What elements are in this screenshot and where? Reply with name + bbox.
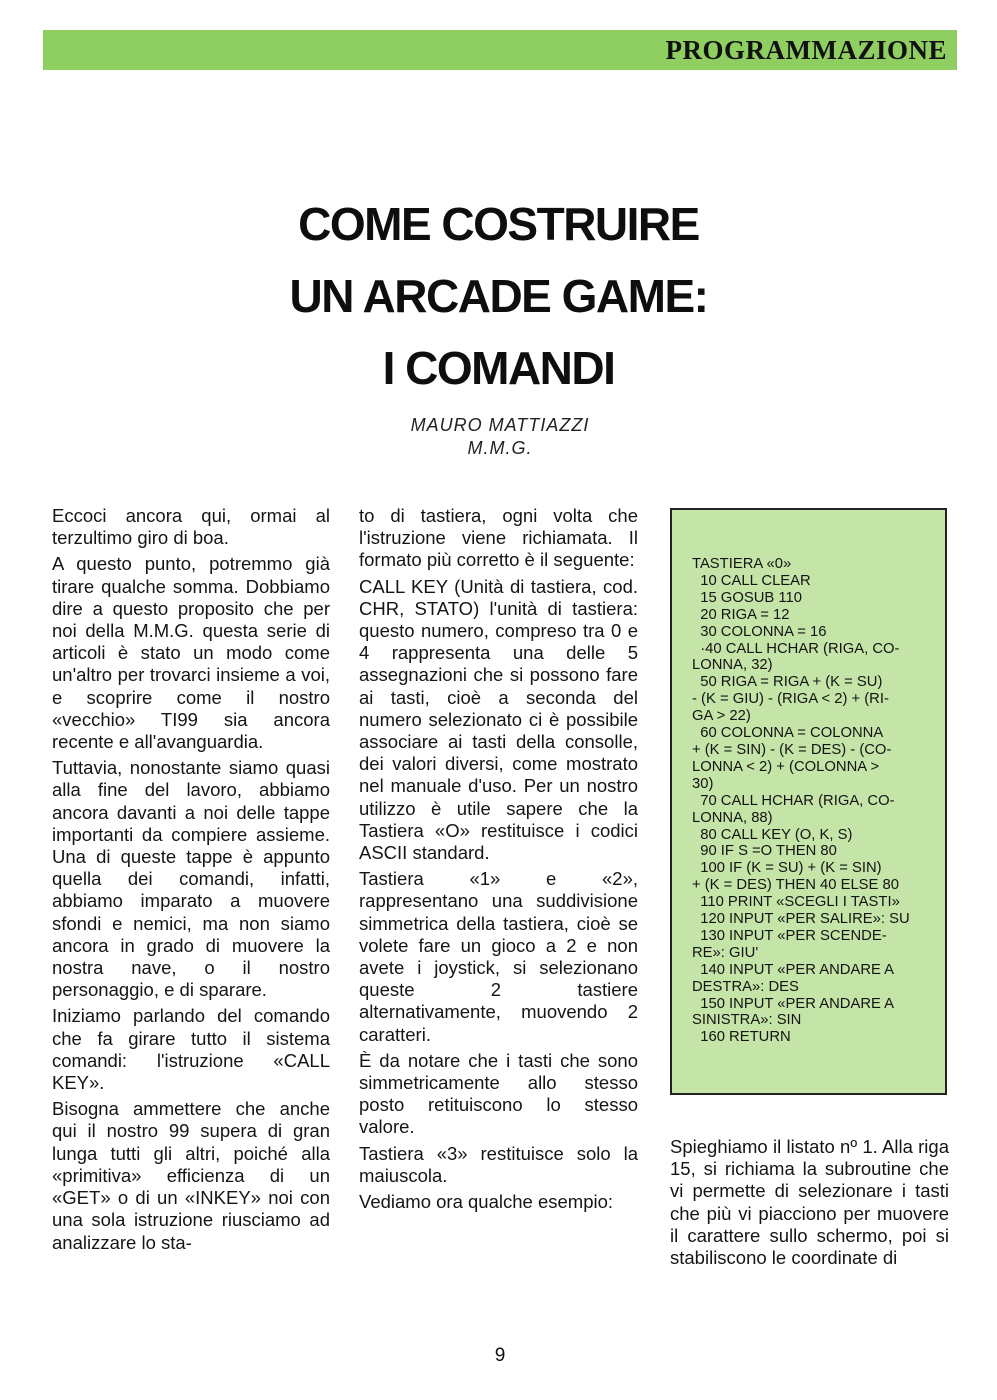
code-line: 30 COLONNA = 16 <box>692 623 827 640</box>
code-line: RE»: GIU' <box>692 944 759 961</box>
paragraph: Tastiera «3» restituisce solo la maiuscola. <box>359 1142 638 1186</box>
byline <box>320 414 680 460</box>
code-line: 110 PRINT «SCEGLI I TASTI» <box>692 894 900 911</box>
code-line: LONNA, 88) <box>692 809 773 826</box>
code-line: 60 COLONNA = COLONNA <box>692 725 884 742</box>
paragraph: Bisogna ammettere che anche qui il nostro 99 supera di gran lunga tutti gli altri, poiché alla «primitiva» efficienza di un «GET» o di un «INKEY» noi con una sola istruzione riusciamo ad analizzare lo sta- <box>52 1098 330 1253</box>
code-line: 15 GOSUB 110 <box>692 589 802 606</box>
text-column-3 <box>670 1136 949 1273</box>
code-line: - (K = GIU) - (RIGA < 2) + (RI- <box>692 691 889 708</box>
code-line: LONNA < 2) + (COLONNA > <box>692 758 880 775</box>
author-name: MAURO MATTIAZZI <box>410 415 590 435</box>
code-line: 30) <box>692 775 714 792</box>
section-label: PROGRAMMAZIONE <box>665 35 947 65</box>
code-line: ·40 CALL HCHAR (RIGA, CO- <box>692 640 900 657</box>
article-title <box>0 188 997 404</box>
code-line: TASTIERA «0» <box>692 556 792 572</box>
paragraph: Iniziamo parlando del comando che fa girare tutto il sistema comandi: l'istruzione «CALL KEY». <box>52 1005 330 1094</box>
title-line: I COMANDI <box>382 342 615 394</box>
paragraph: Eccoci ancora qui, ormai al terzultimo giro di boa. <box>52 505 330 549</box>
section-header-bar <box>43 30 957 70</box>
title-line: COME COSTRUIRE <box>298 198 699 250</box>
author-affiliation: M.M.G. <box>467 438 533 458</box>
text-column-2 <box>359 505 638 1217</box>
code-line: 70 CALL HCHAR (RIGA, CO- <box>692 792 895 809</box>
code-line: LONNA, 32) <box>692 657 773 674</box>
code-line: 20 RIGA = 12 <box>692 606 790 623</box>
paragraph: CALL KEY (Unità di tastiera, cod. CHR, STATO) l'unità di tastiera: questo numero, compreso tra 0 e 4 rappresenta una delle 5 assegnazioni che si possono fare ai tasti, cioè a seconda del numero selezionato ci è possibile associare ai tasti della consolle, dei valori diversi, come mostrato nel manuale d'uso. Per un nostro utilizzo è utile sapere che la Tastiera «O» restituisce i codici ASCII standard. <box>359 575 638 864</box>
code-line: 100 IF (K = SU) + (K = SIN) <box>692 860 882 877</box>
text-column-1 <box>52 505 330 1258</box>
paragraph: A questo punto, potremmo già tirare qualche somma. Dobbiamo dire a questo proposito che per noi della M.M.G. questa serie di articoli è stato un modo come un'altro per trovarci insieme a voi, e scoprire come il nostro «vecchio» TI99 sia ancora recente e all'avanguardia. <box>52 553 330 753</box>
code-line: 50 RIGA = RIGA + (K = SU) <box>692 674 883 691</box>
code-line: 90 IF S =O THEN 80 <box>692 843 837 860</box>
title-line: UN ARCADE GAME: <box>289 270 708 322</box>
code-line: SINISTRA»: SIN <box>692 1012 802 1029</box>
code-line: + (K = SIN) - (K = DES) - (CO- <box>692 741 892 758</box>
paragraph: Spieghiamo il listato nº 1. Alla riga 15, si richiama la subroutine che vi permette di selezionare i tasti che più vi piacciono per muovere il carattere sullo schermo, poi si stabiliscono le coordinate di <box>670 1136 949 1269</box>
code-listing-box <box>670 508 947 1095</box>
paragraph: Tastiera «1» e «2», rappresentano una suddivisione simmetrica della tastiera, cioè se volete fare un gioco a 2 e non avete i joystick, si selezionano queste 2 tastiere alternativamente, muovendo 2 caratteri. <box>359 868 638 1045</box>
code-line: 80 CALL KEY (O, K, S) <box>692 826 853 843</box>
paragraph: to di tastiera, ogni volta che l'istruzione viene richiamata. Il formato più corretto è il seguente: <box>359 505 638 571</box>
code-line: + (K = DES) THEN 40 ELSE 80 <box>692 877 899 894</box>
code-line: 120 INPUT «PER SALIRE»: SU <box>692 911 910 928</box>
code-line: 10 CALL CLEAR <box>692 572 811 589</box>
paragraph: Vediamo ora qualche esempio: <box>359 1191 614 1213</box>
code-line: GA > 22) <box>692 708 751 725</box>
code-line: 150 INPUT «PER ANDARE A <box>692 995 895 1012</box>
paragraph: È da notare che i tasti che sono simmetricamente allo stesso posto retituiscono lo stesso valore. <box>359 1049 638 1138</box>
page-number: 9 <box>494 1345 506 1366</box>
code-line: 160 RETURN <box>692 1029 791 1046</box>
code-line: 140 INPUT «PER ANDARE A <box>692 961 895 978</box>
paragraph: Tuttavia, nonostante siamo quasi alla fine del lavoro, abbiamo ancora davanti a noi delle tappe importanti da compiere assieme. Una di queste tappe è appunto quella dei comandi, infatti, abbiamo imparato a muovere sfondi e nemici, ma non siamo ancora in grado di muovere la nostra nave, o il nostro personaggio, e di sparare. <box>52 757 330 1001</box>
code-line: 130 INPUT «PER SCENDE- <box>692 927 887 944</box>
code-line: DESTRA»: DES <box>692 978 799 995</box>
